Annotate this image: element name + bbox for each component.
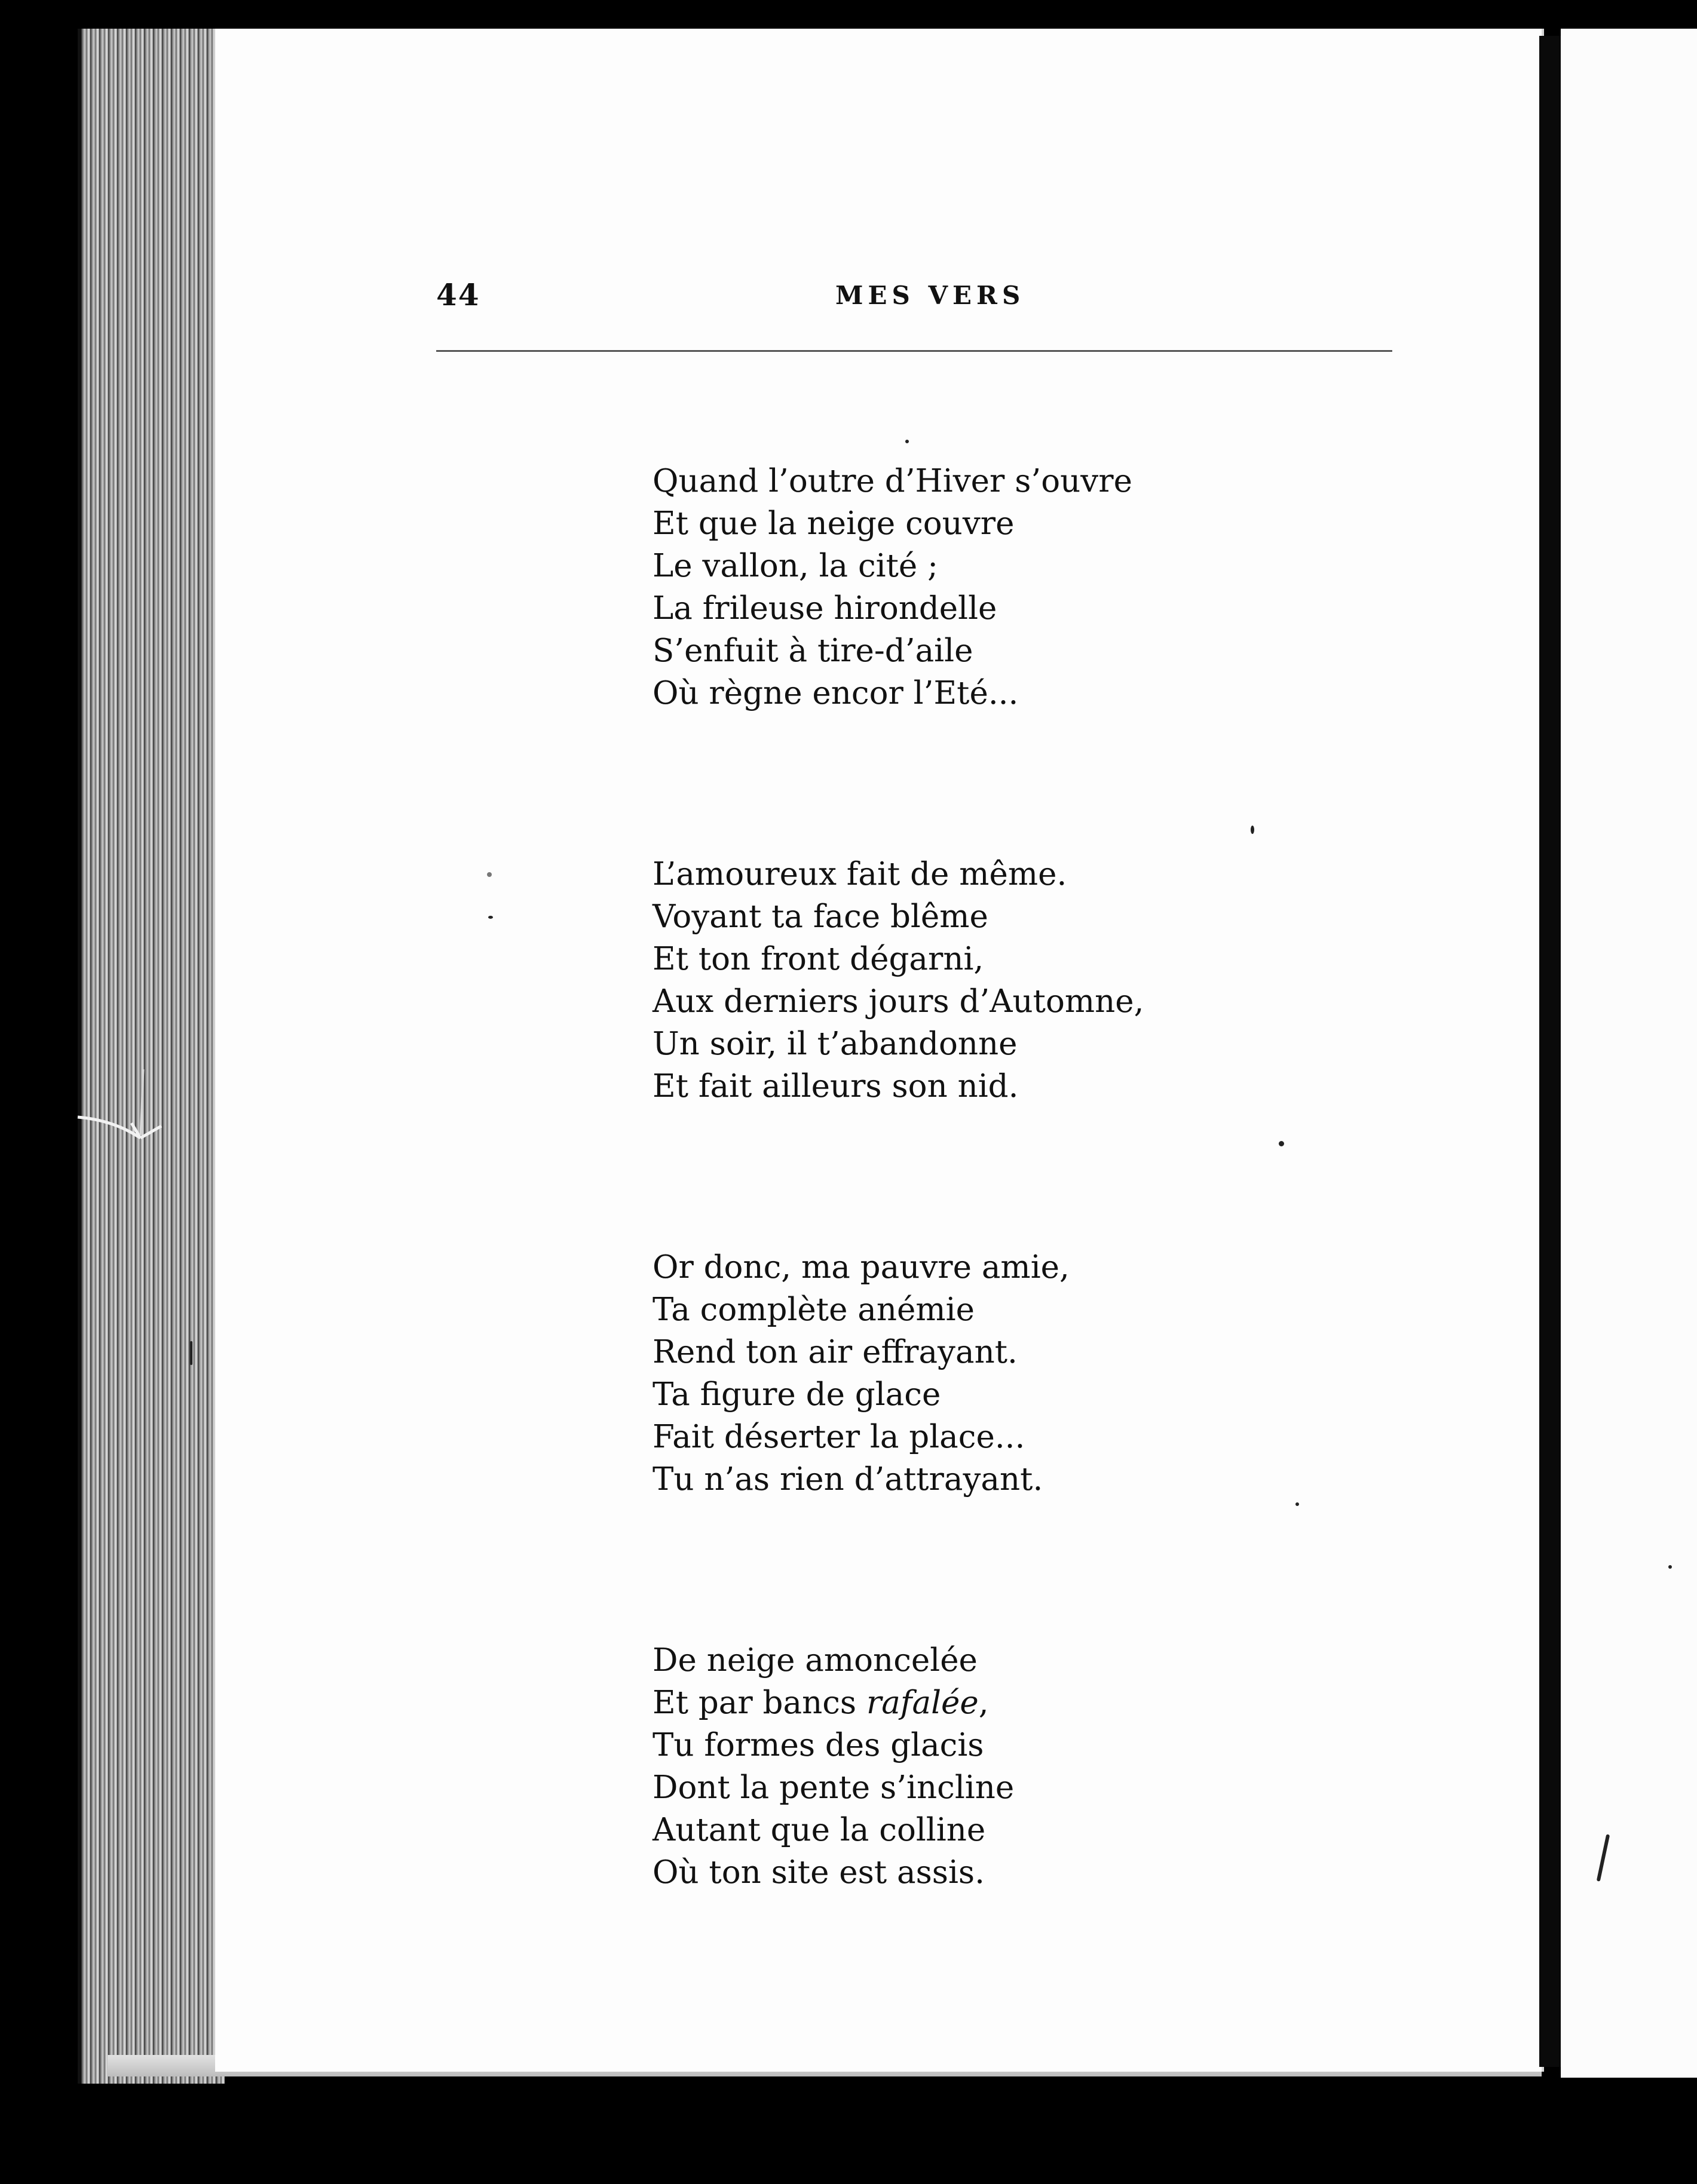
- book-page-edges: [78, 29, 225, 2084]
- stanza-4: [653, 1639, 1310, 1894]
- verse-line-with-italic: Et par bancs rafalée,: [653, 1685, 989, 1721]
- verse-line: Et ton front dégarni,: [653, 941, 984, 977]
- bookmark-arrow-icon: [72, 1063, 179, 1171]
- page-number: 44: [436, 277, 480, 312]
- running-title: MES VERS: [835, 281, 1025, 310]
- verse-line: Tu formes des glacis: [653, 1727, 984, 1763]
- stanza-3: [653, 1246, 1310, 1501]
- verse-line: Autant que la colline: [653, 1812, 986, 1848]
- verse-line: Et que la neige couvre: [653, 505, 1015, 542]
- scan-speck: [488, 916, 493, 919]
- scan-speck: [1251, 826, 1254, 834]
- verse-line: Voyant ta face blême: [653, 898, 988, 935]
- verse-line: Aux derniers jours d’Automne,: [653, 983, 1144, 1020]
- scan-speck: [1295, 1502, 1299, 1506]
- verse-line: Or donc, ma pauvre amie,: [653, 1249, 1070, 1286]
- scan-speck: [1668, 1565, 1672, 1569]
- verse-line: Ta complète anémie: [653, 1292, 975, 1328]
- scan-speck: [1279, 1141, 1284, 1146]
- italic-word: rafalée: [866, 1685, 979, 1721]
- running-head: [436, 277, 1392, 325]
- scan-speck: [190, 1341, 192, 1365]
- verse-line: De neige amoncelée: [653, 1642, 978, 1679]
- verse-line: Ta figure de glace: [653, 1376, 941, 1413]
- stanza-1: [653, 460, 1310, 714]
- verse-line: Rend ton air effrayant.: [653, 1334, 1018, 1370]
- scan-speck: [487, 872, 492, 877]
- verse-line: Et fait ailleurs son nid.: [653, 1068, 1019, 1105]
- verse-line: Quand l’outre d’Hiver s’ouvre: [653, 463, 1132, 499]
- stanza-2: [653, 853, 1310, 1108]
- header-rule: [436, 350, 1392, 352]
- verse-line: Où ton site est assis.: [653, 1854, 985, 1891]
- verse-line: Où règne encor l’Eté...: [653, 675, 1019, 711]
- verse-line: Le vallon, la cité ;: [653, 548, 938, 584]
- scan-speck: [905, 440, 909, 443]
- book-gutter: [1539, 36, 1561, 2067]
- verse-line: Fait déserter la place...: [653, 1419, 1025, 1455]
- poem: [653, 460, 1310, 2032]
- verse-line: Tu n’as rien d’attrayant.: [653, 1461, 1043, 1498]
- facing-page: [1561, 29, 1697, 2078]
- verse-line: La frileuse hirondelle: [653, 590, 997, 627]
- verse-line: L’amoureux fait de même.: [653, 856, 1067, 892]
- verse-line: Un soir, il t’abandonne: [653, 1026, 1018, 1062]
- verse-line: Dont la pente s’incline: [653, 1769, 1015, 1806]
- verse-line: S’enfuit à tire-d’aile: [653, 633, 973, 669]
